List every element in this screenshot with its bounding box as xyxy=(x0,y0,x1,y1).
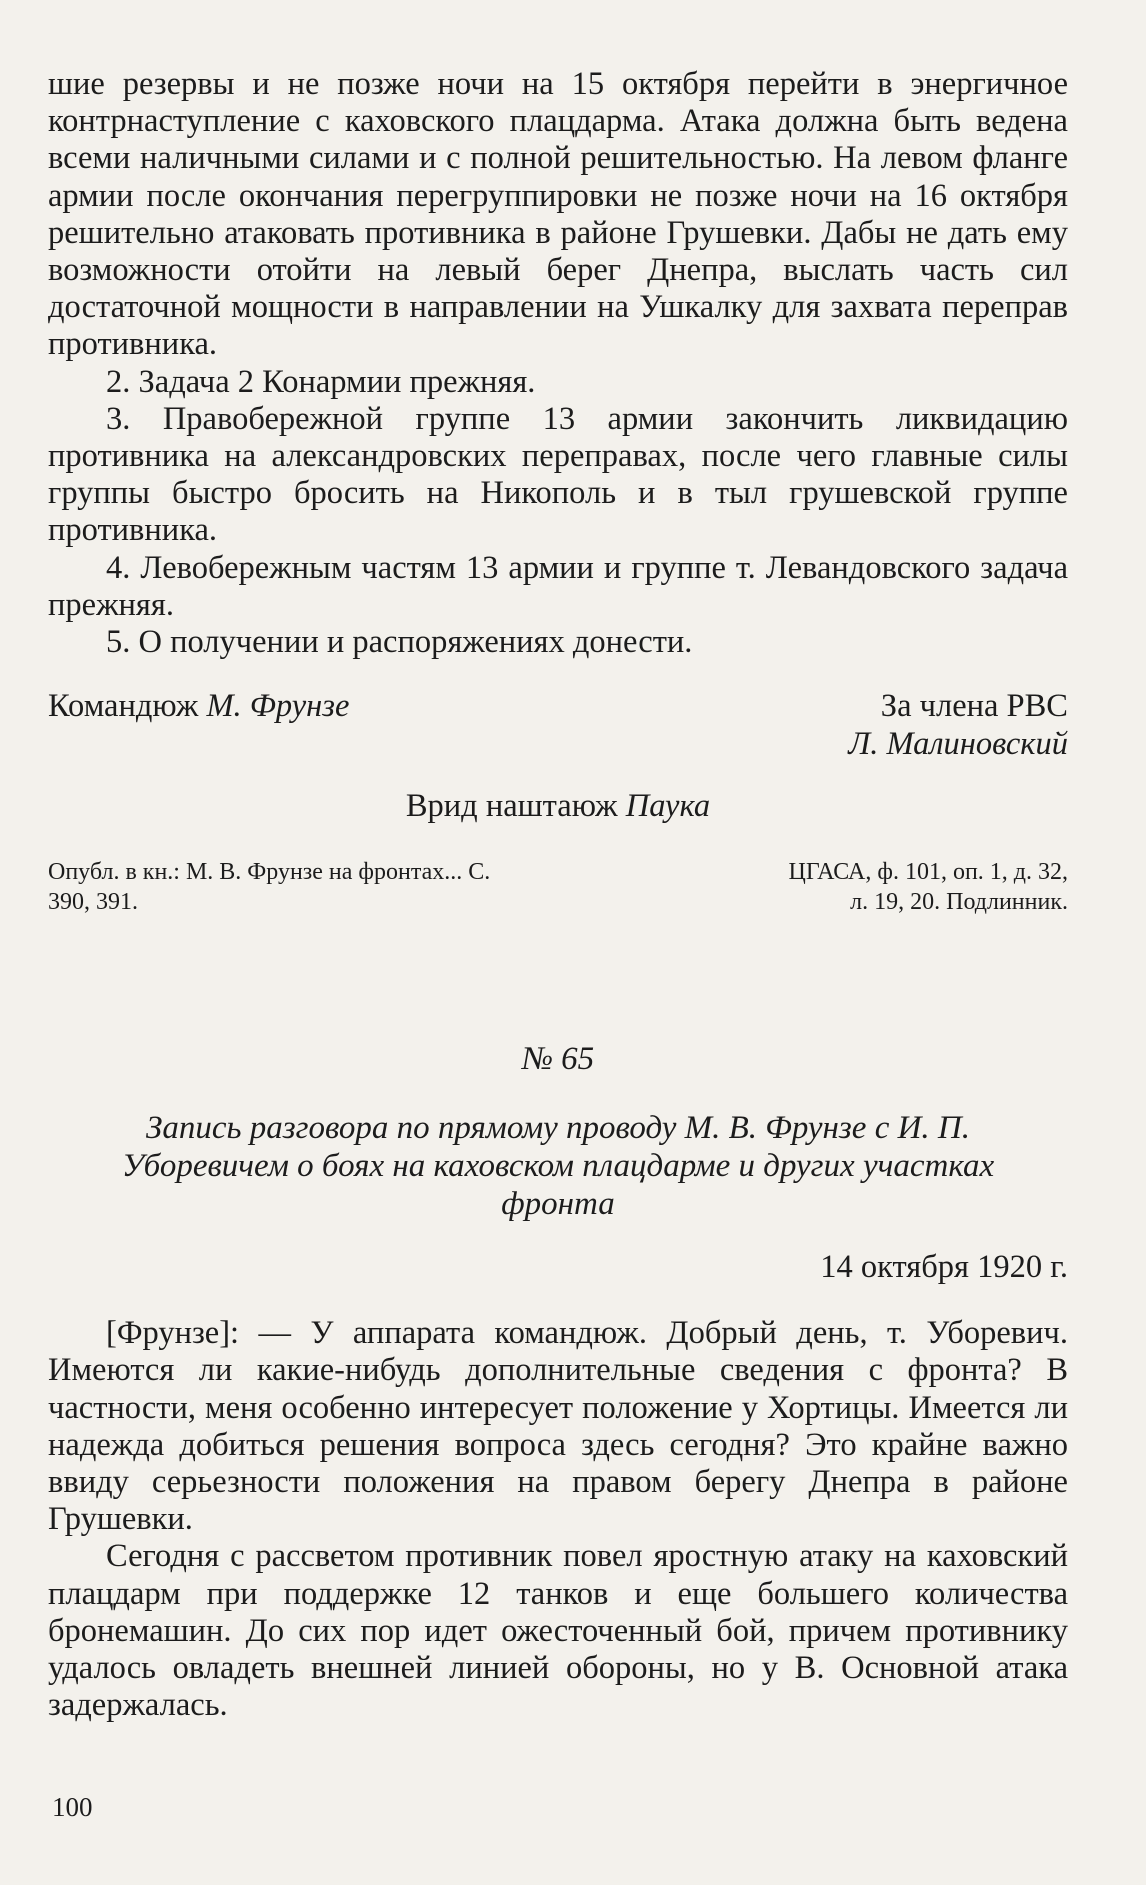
document-title: Запись разговора по прямому проводу М. В. Фрунзе с И. П. Уборевичем о боях на каховском плацдарме и других участках фронта xyxy=(121,1110,995,1223)
signature-rvs-title: За члена РВС xyxy=(880,688,1068,725)
archive-reference xyxy=(588,857,1068,917)
archive-reference-line-1: ЦГАСА, ф. 101, оп. 1, д. 32, xyxy=(788,859,1068,886)
signature-chief-of-staff xyxy=(48,787,1068,825)
document-page xyxy=(48,66,1068,1724)
signature-chief-name: Паука xyxy=(625,788,711,825)
publication-reference: Опубл. в кн.: М. В. Фрунзе на фронтах... С. 390, 391. xyxy=(48,859,491,916)
signature-rvs-name: Л. Малиновский xyxy=(848,726,1068,763)
order-item-2: 2. Задача 2 Конармии прежняя. xyxy=(106,363,536,400)
signature-commander-name: М. Фрунзе xyxy=(206,688,350,725)
body-paragraph-1: [Фрунзе]: — У аппарата командюж. Добрый день, т. Уборевич. Имеются ли какие-нибудь дополнительные сведения с фронта? В частности, меня особенно интересует положение у Хортицы. Имеется ли надежда добиться решения вопроса здесь сегодня? Это крайне важно ввиду серьезности положения на правом берегу Днепра в районе Грушевки. xyxy=(48,1315,1068,1538)
archive-references xyxy=(48,857,1068,921)
order-item-3: 3. Правобережной группе 13 армии закончить ликвидацию противника на александровских переправах, после чего главные силы группы быстро бросить на Никополь и в тыл грушевской группе противника. xyxy=(48,400,1068,549)
archive-reference-line-2: л. 19, 20. Подлинник. xyxy=(850,889,1068,916)
conversation-body xyxy=(48,1315,1068,1724)
order-item-5: 5. О получении и распоряжениях донести. xyxy=(106,624,693,661)
page-number: 100 xyxy=(52,1792,93,1822)
signature-rvs-member xyxy=(848,687,1068,763)
order-item-4: 4. Левобережным частям 13 армии и группе т. Левандовского задача прежняя. xyxy=(48,549,1068,623)
signature-chief-title: Врид наштаюж xyxy=(405,788,618,825)
document-date: 14 октября 1920 г. xyxy=(820,1249,1068,1286)
continued-paragraph: шие резервы и не позже ночи на 15 октября перейти в энергичное контрнаступление с каховского плацдарма. Атака должна быть ведена всеми наличными силами и с полной решительностью. На левом фланге армии после окончания перегруппировки не позже ночи на 16 октября решительно атаковать противника в районе Грушевки. Дабы не дать ему возможности отойти на левый берег Днепра, выслать часть сил достаточной мощности в направлении на Ушкалку для захвата переправ противника. xyxy=(48,66,1068,363)
document-number: № 65 xyxy=(521,1041,595,1078)
signature-commander xyxy=(48,687,349,725)
signature-commander-title: Командюж xyxy=(48,688,199,725)
body-paragraph-2: Сегодня с рассветом противник повел яростную атаку на каховский плацдарм при поддержке 12 танков и еще большего количества бронемашин. До сих пор идет ожесточенный бой, причем противнику удалось овладеть внешней линией обороны, но у В. Основной атака задержалась. xyxy=(48,1538,1068,1724)
signature-block xyxy=(48,687,1068,827)
